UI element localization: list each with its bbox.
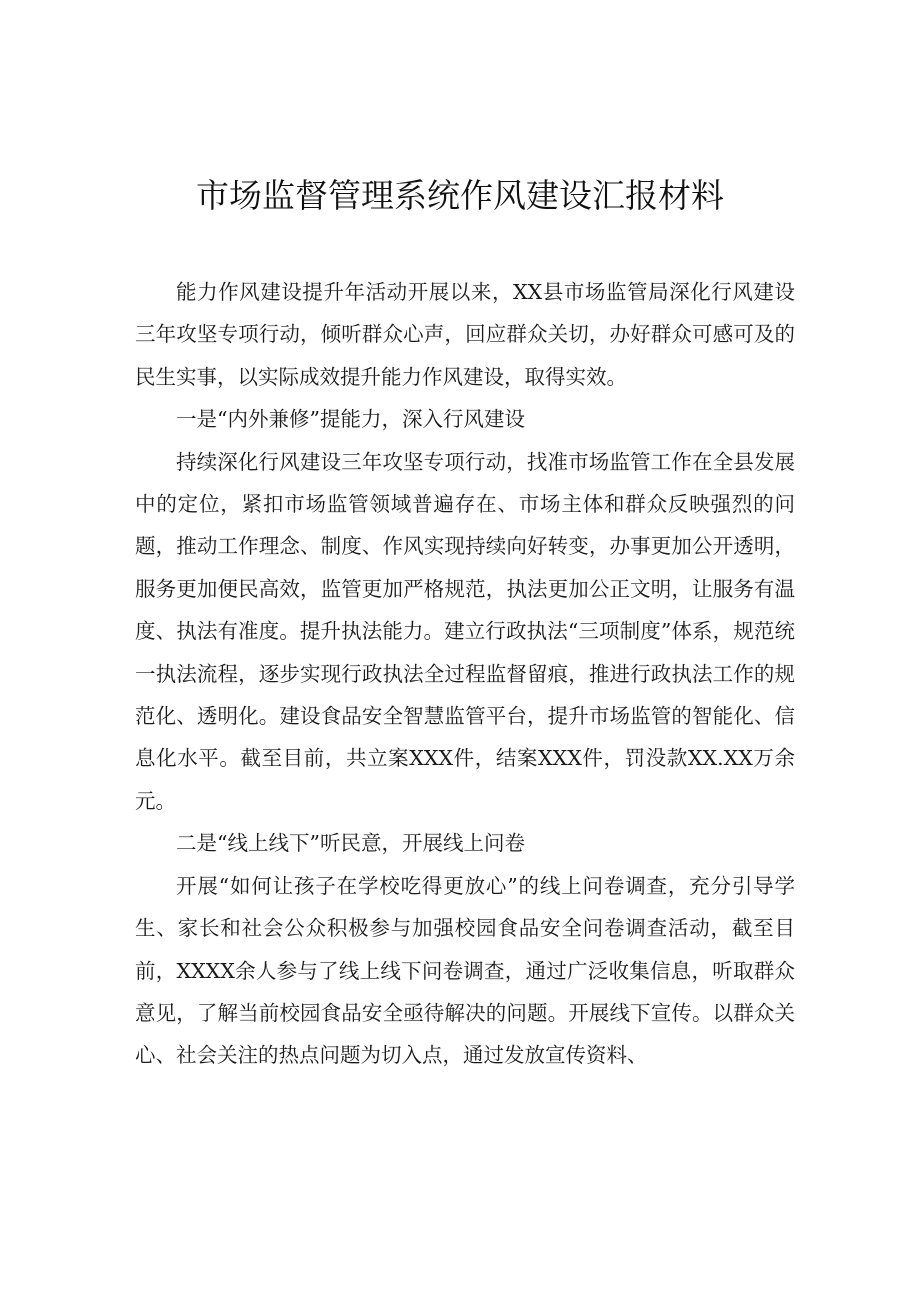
section-heading-1: 一是“内外兼修”提能力，深入行风建设 (176, 407, 525, 432)
paragraph-intro: 能力作风建设提升年活动开展以来，XX县市场监管局深化行风建设三年攻坚专项行动，倾听群众心声，回应群众关切，办好群众可感可及的民生实事，以实际成效提升能力作风建设，取得实效。 (135, 280, 795, 389)
paragraph-section-1: 持续深化行风建设三年攻坚专项行动，找准市场监管工作在全县发展中的定位，紧扣市场监管领域普遍存在、市场主体和群众反映强烈的问题，推动工作理念、制度、作风实现持续向好转变，办事更加公开透明，服务更加便民高效，监管更加严格规范，执法更加公正文明，让服务有温度、执法有准度。提升执法能力。建立行政执法“三项制度”体系，规范统一执法流程，逐步实现行政执法全过程监督留痕，推进行政执法工作的规范化、透明化。建设食品安全智慧监管平台，提升市场监管的智能化、信息化水平。截至目前，共立案XXX件，结案XXX件，罚没款XX.XX万余元。 (135, 449, 795, 813)
section-heading-2: 二是“线上线下”听民意，开展线上问卷 (176, 831, 525, 856)
document-title: 市场监督管理系统作风建设汇报材料 (196, 176, 724, 215)
document-body (135, 271, 795, 1077)
paragraph-section-2: 开展“如何让孩子在学校吃得更放心”的线上问卷调查，充分引导学生、家长和社会公众积极参与加强校园食品安全问卷调查活动，截至目前，XXXX余人参与了线上线下问卷调查，通过广泛收集信息，听取群众意见，了解当前校园食品安全亟待解决的问题。开展线下宣传。以群众关心、社会关注的热点问题为切入点，通过发放宣传资料、 (135, 873, 795, 1068)
